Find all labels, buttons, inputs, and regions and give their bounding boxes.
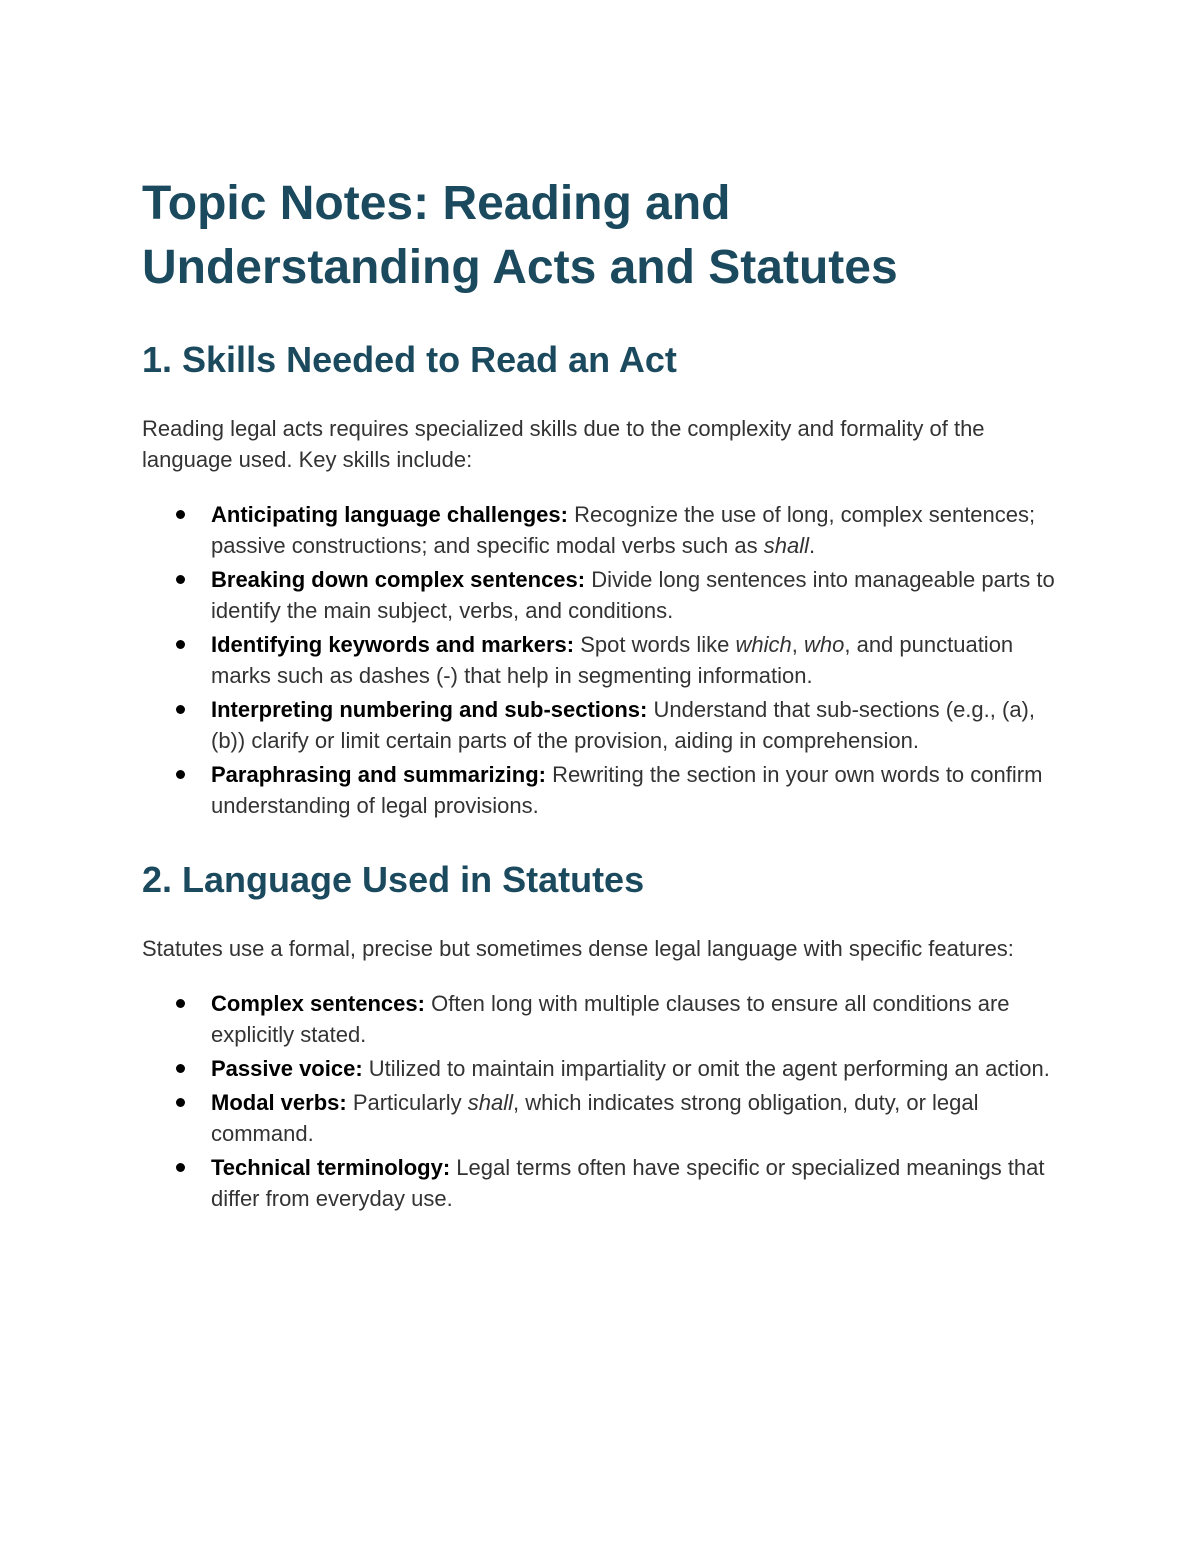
skills-list bbox=[142, 499, 1062, 821]
item-emphasis: shall bbox=[467, 1090, 513, 1115]
item-text: Spot words like bbox=[574, 632, 736, 657]
bullet-icon bbox=[176, 640, 185, 649]
item-emphasis: which bbox=[735, 632, 792, 657]
item-term: Paraphrasing and summarizing: bbox=[211, 762, 546, 787]
item-term: Technical terminology: bbox=[211, 1155, 451, 1180]
bullet-icon bbox=[176, 999, 185, 1008]
list-item bbox=[142, 1152, 1062, 1214]
item-text: Rewriting the section in your own words to confirm understanding of legal provisions. bbox=[211, 762, 1043, 818]
bullet-icon bbox=[176, 1163, 185, 1172]
list-item bbox=[142, 499, 1062, 561]
item-term: Identifying keywords and markers: bbox=[211, 632, 575, 657]
bullet-icon bbox=[176, 1098, 185, 1107]
section-heading-language: 2. Language Used in Statutes bbox=[142, 859, 645, 900]
section-intro-skills: Reading legal acts requires specialized skills due to the complexity and formality of the language used. Key skills include: bbox=[142, 416, 985, 472]
item-text: Recognize the use of long, complex sentences; passive constructions; and specific modal verbs such as bbox=[211, 502, 1036, 558]
item-text: Often long with multiple clauses to ensure all conditions are explicitly stated. bbox=[211, 991, 1010, 1047]
list-item bbox=[142, 629, 1062, 691]
list-item bbox=[142, 759, 1062, 821]
list-item bbox=[142, 564, 1062, 626]
section-intro-language: Statutes use a formal, precise but sometimes dense legal language with specific features: bbox=[142, 936, 1014, 961]
item-term: Anticipating language challenges: bbox=[211, 502, 568, 527]
item-text: , bbox=[791, 632, 804, 657]
item-text: . bbox=[808, 533, 816, 558]
item-text: Divide long sentences into manageable parts to identify the main subject, verbs, and conditions. bbox=[211, 567, 1055, 623]
section-heading-skills: 1. Skills Needed to Read an Act bbox=[142, 339, 677, 380]
item-text: Particularly bbox=[346, 1090, 468, 1115]
language-features-list bbox=[142, 988, 1062, 1214]
item-text: Utilized to maintain impartiality or omit the agent performing an action. bbox=[362, 1056, 1050, 1081]
item-term: Interpreting numbering and sub-sections: bbox=[211, 697, 648, 722]
item-term: Complex sentences: bbox=[211, 991, 425, 1016]
list-item bbox=[142, 694, 1062, 756]
item-term: Passive voice: bbox=[211, 1056, 363, 1081]
list-item bbox=[142, 1087, 1062, 1149]
page-title: Topic Notes: Reading and Understanding Acts and Statutes bbox=[142, 177, 898, 294]
item-emphasis: shall bbox=[763, 533, 809, 558]
list-item bbox=[142, 988, 1062, 1050]
item-emphasis: who bbox=[804, 632, 845, 657]
bullet-icon bbox=[176, 770, 185, 779]
item-text: Understand that sub-sections (e.g., (a), (b)) clarify or limit certain parts of the provision, aiding in comprehension. bbox=[211, 697, 1035, 753]
item-text: , and punctuation marks such as dashes (-) that help in segmenting information. bbox=[211, 632, 1014, 688]
item-text: Legal terms often have specific or specialized meanings that differ from everyday use. bbox=[211, 1155, 1045, 1211]
bullet-icon bbox=[176, 1064, 185, 1073]
item-term: Modal verbs: bbox=[211, 1090, 347, 1115]
bullet-icon bbox=[176, 510, 185, 519]
item-term: Breaking down complex sentences: bbox=[211, 567, 586, 592]
document-page bbox=[142, 172, 1062, 1217]
list-item bbox=[142, 1053, 1062, 1084]
bullet-icon bbox=[176, 705, 185, 714]
bullet-icon bbox=[176, 575, 185, 584]
item-text: , which indicates strong obligation, duty, or legal command. bbox=[211, 1090, 979, 1146]
